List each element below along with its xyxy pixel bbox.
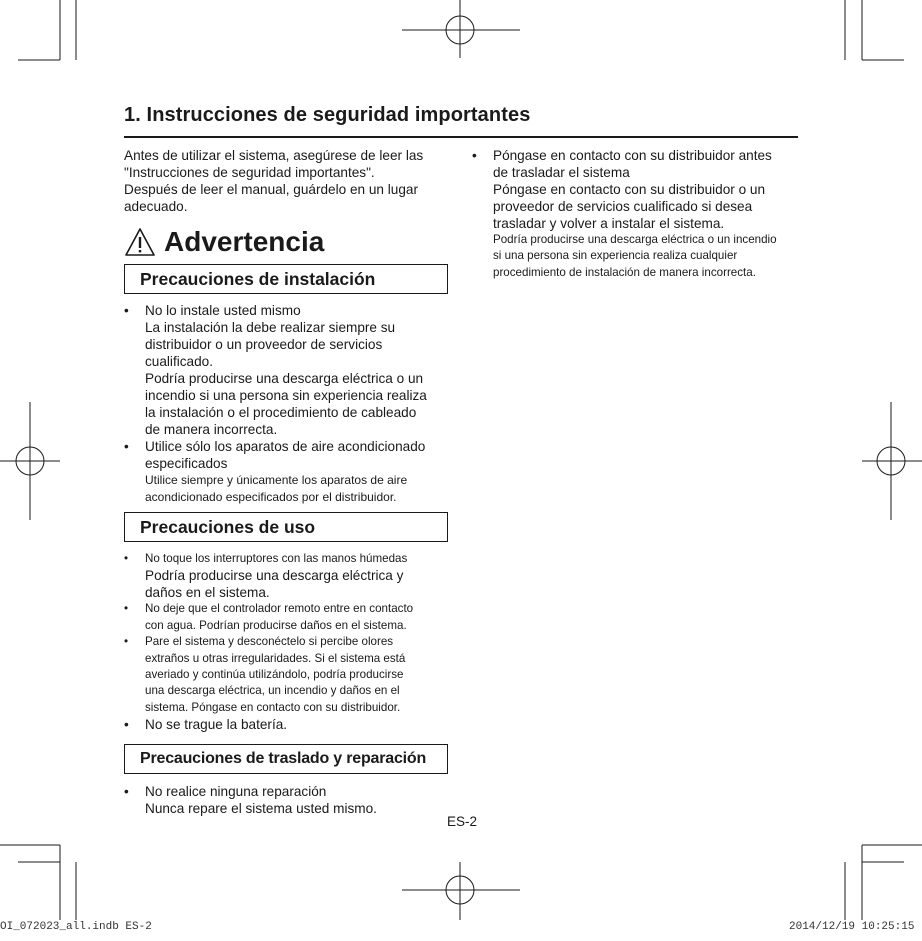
section-heading-use: Precauciones de uso <box>124 512 448 542</box>
list-item <box>124 302 454 438</box>
item-line: cualificado. <box>145 354 214 369</box>
item-line: extraños u otras irregularidades. Si el sistema está <box>145 651 406 665</box>
intro-line: Después de leer el manual, guárdelo en un lugar <box>124 182 418 197</box>
item-line: incendio si una persona sin experiencia realiza <box>145 388 427 403</box>
footer-file-info: OI_072023_all.indb ES-2 <box>0 921 152 933</box>
item-line: Utilice siempre y únicamente los aparatos de aire <box>145 473 408 487</box>
page-title: 1. Instrucciones de seguridad importantes <box>124 104 531 126</box>
use-list <box>124 551 454 733</box>
item-line: sistema. Póngase en contacto con su distribuidor. <box>145 700 401 714</box>
item-line: la instalación o el procedimiento de cableado <box>145 405 417 420</box>
item-line: No realice ninguna reparación <box>145 784 327 799</box>
item-line: Póngase en contacto con su distribuidor o un <box>493 182 766 197</box>
bullet: • <box>124 717 129 733</box>
section-heading-installation: Precauciones de instalación <box>124 264 448 294</box>
intro-line: Antes de utilizar el sistema, asegúrese de leer las <box>124 148 424 163</box>
item-line: con agua. Podrían producirse daños en el sistema. <box>145 618 407 632</box>
warning-label: Advertencia <box>164 226 325 257</box>
footer-timestamp: 2014/12/19 10:25:15 <box>789 921 915 933</box>
installation-list <box>124 302 454 505</box>
item-line: si una persona sin experiencia realiza cualquier <box>493 249 738 263</box>
list-item <box>124 783 454 817</box>
item-line: No toque los interruptores con las manos húmedas <box>145 552 408 565</box>
item-line: Utilice sólo los aparatos de aire acondicionado <box>145 439 426 454</box>
item-line: proveedor de servicios cualificado si desea <box>493 199 753 214</box>
item-line: distribuidor o un proveedor de servicios <box>145 337 383 352</box>
item-line: Podría producirse una descarga eléctrica o un incendio <box>493 233 777 246</box>
item-line: especificados <box>145 456 228 471</box>
item-line: Podría producirse una descarga eléctrica y <box>145 568 404 584</box>
list-item <box>124 601 454 634</box>
list-item <box>472 147 802 281</box>
item-line: No deje que el controlador remoto entre en contacto <box>145 602 414 616</box>
item-line: No se trague la batería. <box>145 717 288 733</box>
intro-line: "Instrucciones de seguridad importantes". <box>124 165 375 180</box>
relocation-list <box>124 783 454 817</box>
item-line: de trasladar el sistema <box>493 165 630 180</box>
intro-paragraph <box>124 147 454 215</box>
title-rule <box>124 136 798 138</box>
list-item <box>124 716 454 733</box>
item-line: daños en el sistema. <box>145 585 270 601</box>
item-line: Podría producirse una descarga eléctrica o un <box>145 371 424 386</box>
list-item <box>124 634 454 716</box>
list-item <box>124 438 454 505</box>
bullet: • <box>124 602 129 616</box>
bullet: • <box>472 148 477 163</box>
intro-line: adecuado. <box>124 199 188 214</box>
item-line: No lo instale usted mismo <box>145 303 301 318</box>
item-line: Pare el sistema y desconéctelo si percibe olores <box>145 635 394 649</box>
item-line: La instalación la debe realizar siempre su <box>145 320 396 335</box>
item-line: trasladar y volver a instalar el sistema. <box>493 216 725 231</box>
item-line: acondicionado especificados por el distribuidor. <box>145 489 397 504</box>
item-line: procedimiento de instalación de manera incorrecta. <box>493 265 756 279</box>
item-line: una descarga eléctrica, un incendio y daños en el <box>145 684 400 698</box>
warning-header <box>124 222 324 262</box>
list-item <box>124 551 454 601</box>
bullet: • <box>124 552 129 565</box>
right-column <box>472 147 802 281</box>
item-line: averiado y continúa utilizándolo, podría producirse <box>145 668 404 682</box>
page-number: ES-2 <box>447 814 478 829</box>
bullet: • <box>124 784 129 799</box>
item-line: Póngase en contacto con su distribuidor antes <box>493 148 772 163</box>
section-heading-relocation: Precauciones de traslado y reparación <box>124 744 448 774</box>
item-line: Nunca repare el sistema usted mismo. <box>145 801 377 816</box>
bullet: • <box>124 635 129 649</box>
bullet: • <box>124 303 129 318</box>
bullet: • <box>124 439 129 454</box>
item-line: de manera incorrecta. <box>145 422 278 437</box>
warning-triangle-icon <box>124 227 156 257</box>
